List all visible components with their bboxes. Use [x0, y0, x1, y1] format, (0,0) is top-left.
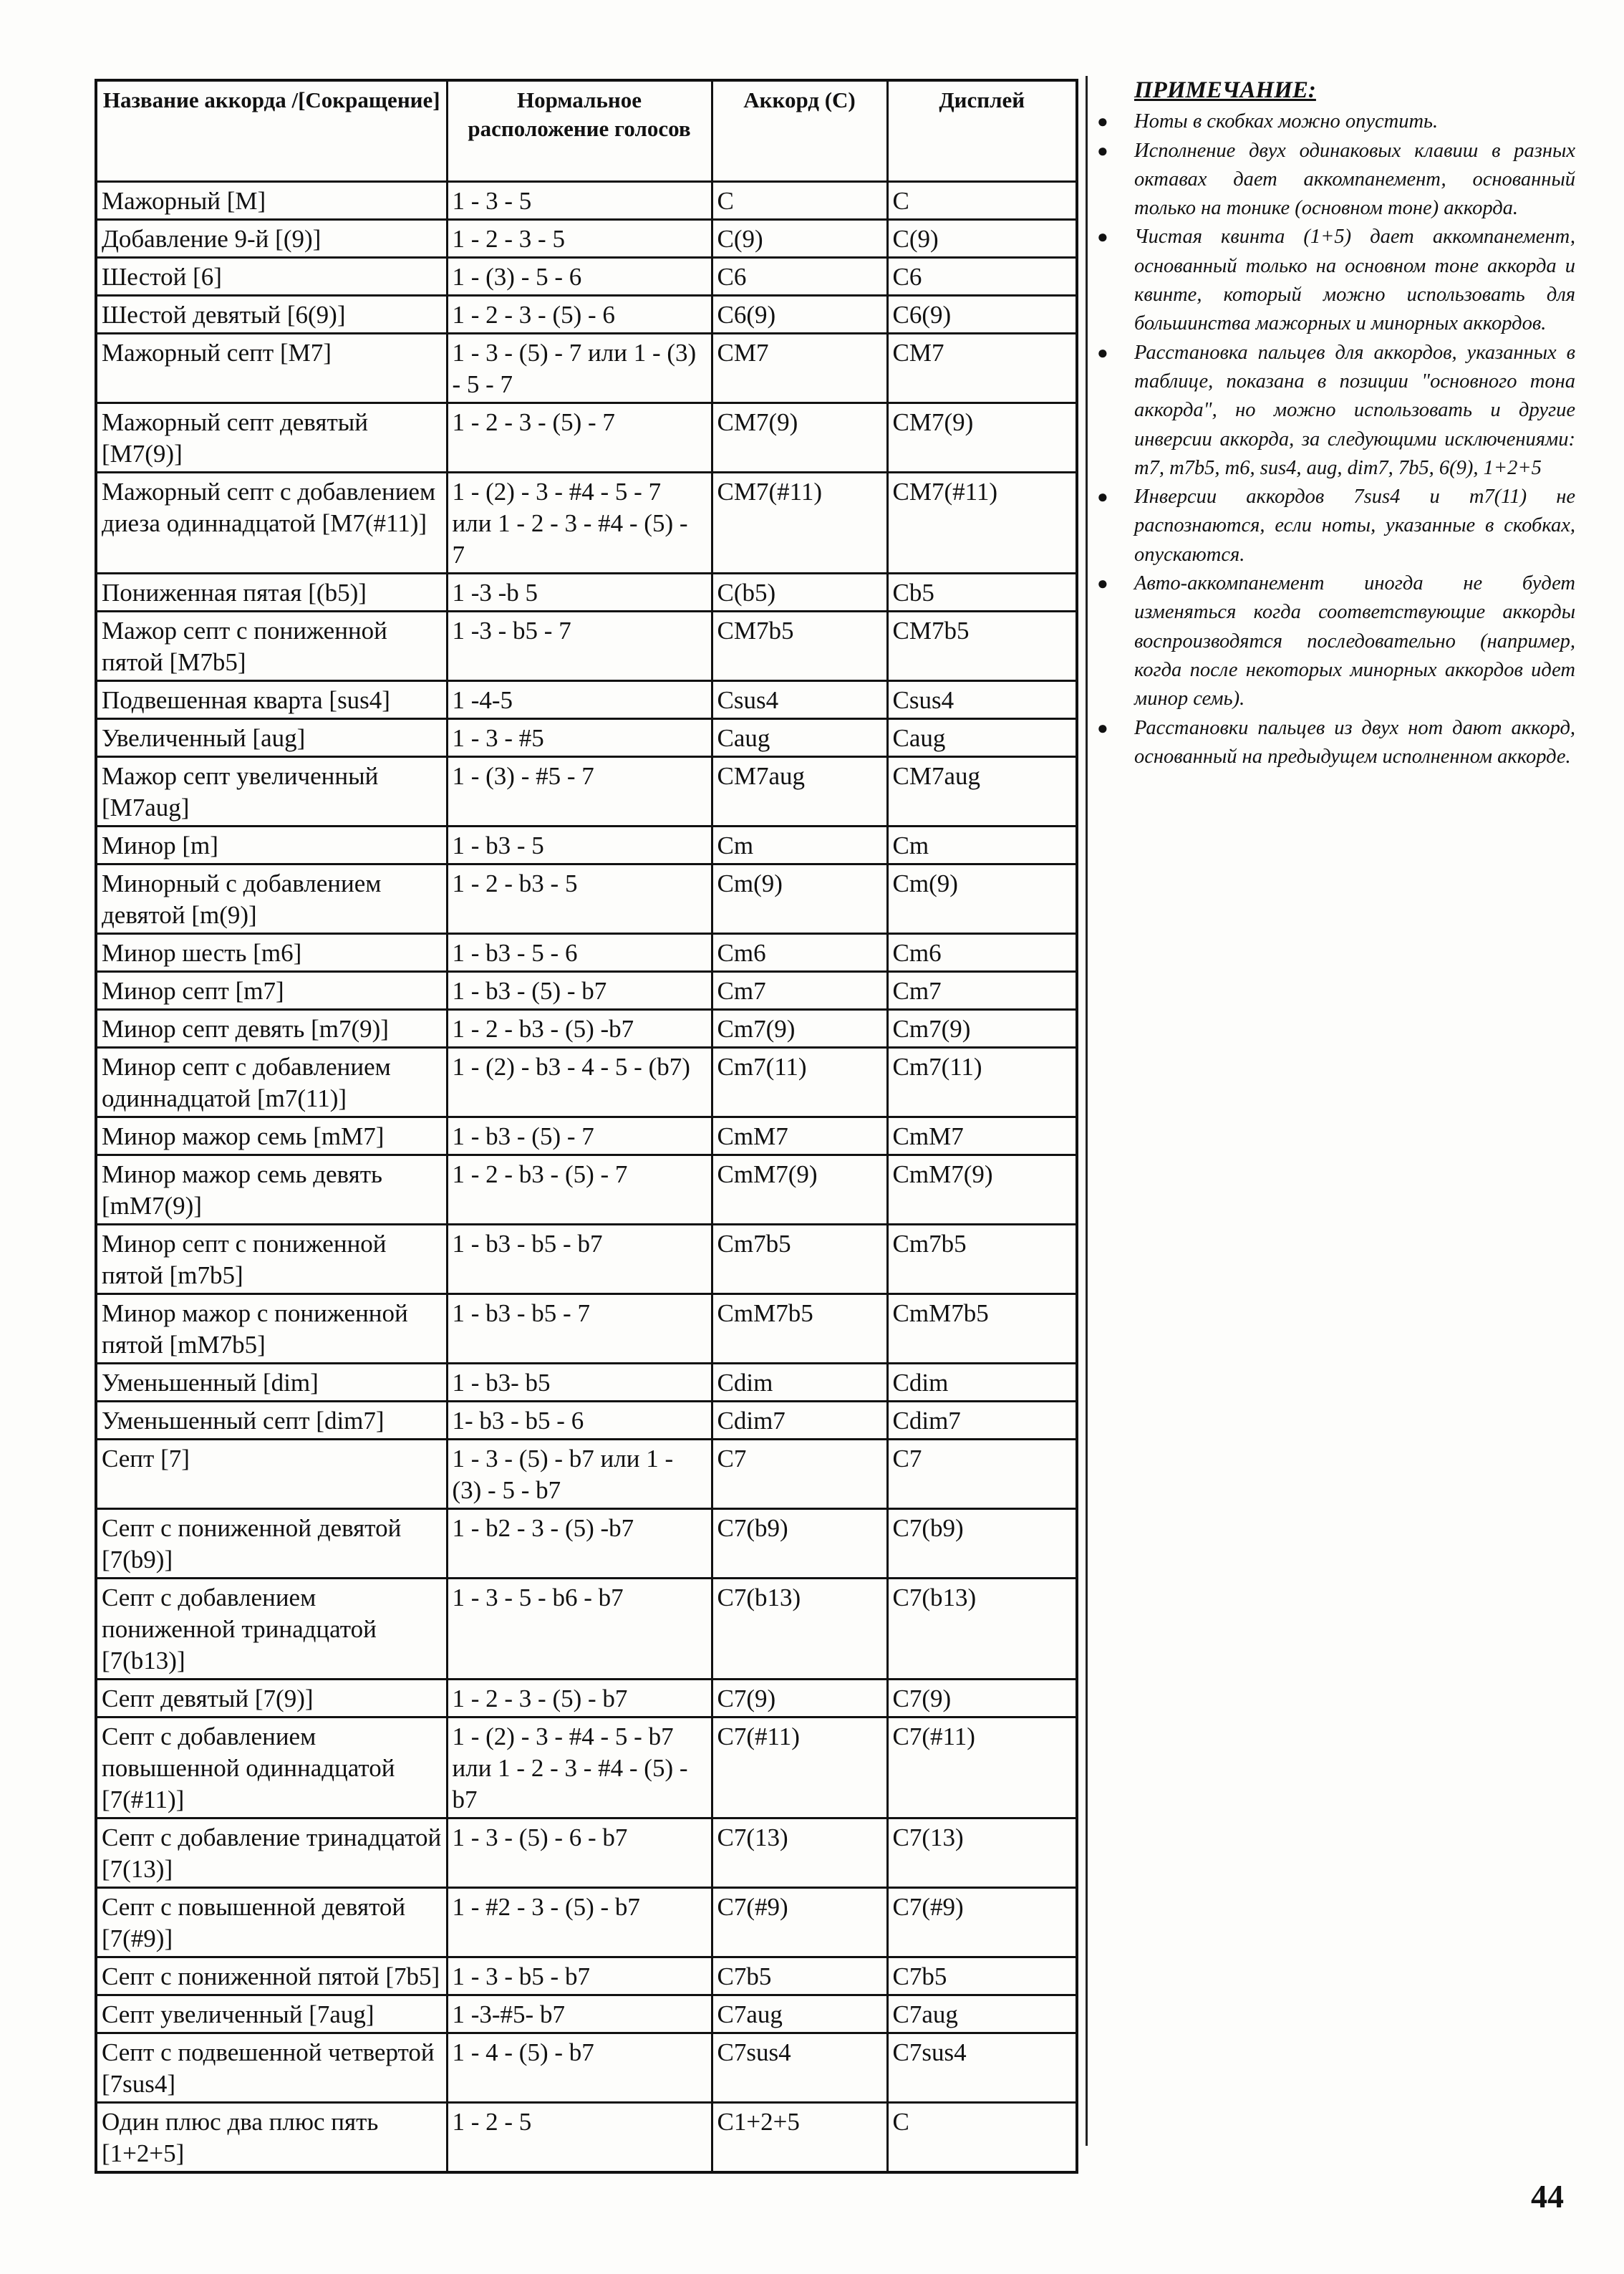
voicing-cell: 1 - 3 - (5) - 7 или 1 - (3) - 5 - 7 [447, 334, 712, 403]
table-row [96, 934, 1077, 972]
chord-name-cell: Септ с добавлением повышенной одиннадцатой [7(#11)] [96, 1717, 447, 1818]
chord-c-cell: CM7(9) [712, 403, 887, 473]
notes-panel [1088, 76, 1575, 771]
chord-name-cell: Септ с добавлением пониженной тринадцатой [7(b13)] [96, 1579, 447, 1680]
table-row [96, 296, 1077, 334]
note-text: Исполнение двух одинаковых клавиш в разных октавах дает аккомпанемент, основанный только на тонике (основном тоне) аккорда. [1134, 139, 1575, 220]
voicing-cell: 1 - 2 - 3 - 5 [447, 220, 712, 258]
display-cell: C7(b9) [887, 1509, 1077, 1579]
chord-name-cell: Минорный с добавлением девятой [m(9)] [96, 864, 447, 934]
note-item [1088, 137, 1575, 223]
chord-name-cell: Мажорный септ [M7] [96, 334, 447, 403]
display-cell: C [887, 2103, 1077, 2173]
chord-c-cell: C7(b9) [712, 1509, 887, 1579]
voicing-cell: 1 -3 -b 5 [447, 574, 712, 612]
display-cell: Cdim7 [887, 1402, 1077, 1440]
chord-name-cell: Минор [m] [96, 827, 447, 864]
table-row [96, 220, 1077, 258]
chord-c-cell: Csus4 [712, 681, 887, 719]
voicing-cell: 1 - (2) - b3 - 4 - 5 - (b7) [447, 1048, 712, 1117]
display-cell: C6(9) [887, 296, 1077, 334]
display-cell: Cm6 [887, 934, 1077, 972]
chord-name-cell: Минор септ с добавлением одиннадцатой [m7(11)] [96, 1048, 447, 1117]
table-row [96, 1364, 1077, 1402]
display-cell: C7 [887, 1440, 1077, 1509]
chord-c-cell: Cm(9) [712, 864, 887, 934]
table-row [96, 719, 1077, 757]
display-cell: C [887, 182, 1077, 220]
voicing-cell: 1 - 3 - #5 [447, 719, 712, 757]
chord-name-cell: Уменьшенный септ [dim7] [96, 1402, 447, 1440]
chord-name-cell: Мажорный септ девятый [M7(9)] [96, 403, 447, 473]
note-item [1088, 569, 1575, 713]
note-text: Расстановка пальцев для аккордов, указанных в таблице, показана в позиции "основного тона аккорда", но можно использовать и другие инверсии аккорда, за следующими исключениями: m7, m7b5, m6, sus4, aug, dim7, 7b5, 6(9), 1+2+5 [1134, 341, 1575, 479]
table-row [96, 827, 1077, 864]
voicing-cell: 1 - 3 - 5 [447, 182, 712, 220]
display-cell: Caug [887, 719, 1077, 757]
header-chord-name: Название аккорда /[Сокращение] [96, 80, 447, 182]
voicing-cell: 1 -3-#5- b7 [447, 1995, 712, 2033]
display-cell: C7(b13) [887, 1579, 1077, 1680]
note-text: Инверсии аккордов 7sus4 и m7(11) не распознаются, если ноты, указанные в скобках, опускаются. [1134, 486, 1575, 566]
voicing-cell: 1 - 2 - b3 - (5) -b7 [447, 1010, 712, 1048]
bullet-icon: ● [1097, 573, 1108, 594]
chord-c-cell: Cm7 [712, 972, 887, 1010]
chord-c-cell: C(b5) [712, 574, 887, 612]
note-item [1088, 223, 1575, 338]
chord-c-cell: CM7aug [712, 757, 887, 827]
chord-c-cell: CM7(#11) [712, 473, 887, 574]
header-voicing: Нормальное расположение голосов [447, 80, 712, 182]
display-cell: C7aug [887, 1995, 1077, 2033]
note-text: Расстановки пальцев из двух нот дают аккорд, основанный на предыдущем исполненном аккорде. [1134, 716, 1575, 768]
table-row [96, 1680, 1077, 1717]
chord-name-cell: Септ с повышенной девятой [7(#9)] [96, 1888, 447, 1957]
display-cell: C7(13) [887, 1818, 1077, 1888]
table-row [96, 473, 1077, 574]
voicing-cell: 1 - #2 - 3 - (5) - b7 [447, 1888, 712, 1957]
display-cell: C7b5 [887, 1957, 1077, 1995]
chord-c-cell: Cm [712, 827, 887, 864]
chord-c-cell: Cm7(9) [712, 1010, 887, 1048]
table-row [96, 1888, 1077, 1957]
notes-list [1088, 107, 1575, 771]
chord-c-cell: C7aug [712, 1995, 887, 2033]
display-cell: C7(#11) [887, 1717, 1077, 1818]
chord-name-cell: Минор шесть [m6] [96, 934, 447, 972]
chord-name-cell: Шестой девятый [6(9)] [96, 296, 447, 334]
chord-name-cell: Минор мажор с пониженной пятой [mM7b5] [96, 1294, 447, 1364]
header-chord-c: Аккорд (C) [712, 80, 887, 182]
chord-name-cell: Минор септ [m7] [96, 972, 447, 1010]
voicing-cell: 1 - (2) - 3 - #4 - 5 - 7 или 1 - 2 - 3 - #4 - (5) - 7 [447, 473, 712, 574]
voicing-cell: 1 - (3) - #5 - 7 [447, 757, 712, 827]
note-item [1088, 339, 1575, 483]
display-cell: CmM7b5 [887, 1294, 1077, 1364]
bullet-icon: ● [1097, 342, 1108, 363]
chord-c-cell: Caug [712, 719, 887, 757]
voicing-cell: 1 - b3 - (5) - 7 [447, 1117, 712, 1155]
voicing-cell: 1 -3 - b5 - 7 [447, 612, 712, 681]
display-cell: CmM7(9) [887, 1155, 1077, 1225]
display-cell: C7(#9) [887, 1888, 1077, 1957]
chord-name-cell: Септ с подвешенной четвертой [7sus4] [96, 2033, 447, 2103]
voicing-cell: 1 - (3) - 5 - 6 [447, 258, 712, 296]
display-cell: Cm7b5 [887, 1225, 1077, 1294]
chord-name-cell: Шестой [6] [96, 258, 447, 296]
table-row [96, 2103, 1077, 2173]
voicing-cell: 1 -4-5 [447, 681, 712, 719]
voicing-cell: 1 - 3 - b5 - b7 [447, 1957, 712, 1995]
table-row [96, 972, 1077, 1010]
bullet-icon: ● [1097, 486, 1108, 508]
note-text: Чистая квинта (1+5) дает аккомпанемент, основанный только на основном тоне аккорда и квинте, который можно использовать для большинства мажорных и минорных аккордов. [1134, 226, 1575, 335]
chord-name-cell: Минор мажор семь девять [mM7(9)] [96, 1155, 447, 1225]
page-number: 44 [1531, 2178, 1564, 2215]
table-row [96, 1294, 1077, 1364]
table-row [96, 1402, 1077, 1440]
chord-c-cell: C6(9) [712, 296, 887, 334]
chord-c-cell: C [712, 182, 887, 220]
chord-c-cell: C6 [712, 258, 887, 296]
header-row [96, 80, 1077, 182]
chord-name-cell: Мажор септ с пониженной пятой [M7b5] [96, 612, 447, 681]
chord-c-cell: C7(#9) [712, 1888, 887, 1957]
chord-name-cell: Один плюс два плюс пять [1+2+5] [96, 2103, 447, 2173]
table-row [96, 182, 1077, 220]
table-row [96, 258, 1077, 296]
chord-c-cell: CmM7 [712, 1117, 887, 1155]
chord-name-cell: Мажор септ увеличенный [M7aug] [96, 757, 447, 827]
table-row [96, 403, 1077, 473]
chord-name-cell: Мажорный [M] [96, 182, 447, 220]
table-body [96, 182, 1077, 2173]
chord-c-cell: C7sus4 [712, 2033, 887, 2103]
chord-c-cell: C7b5 [712, 1957, 887, 1995]
display-cell: CM7b5 [887, 612, 1077, 681]
table-row [96, 757, 1077, 827]
voicing-cell: 1 - b3 - b5 - 7 [447, 1294, 712, 1364]
table-row [96, 1957, 1077, 1995]
display-cell: C7sus4 [887, 2033, 1077, 2103]
table-row [96, 2033, 1077, 2103]
display-cell: Cm7(11) [887, 1048, 1077, 1117]
voicing-cell: 1 - 3 - (5) - b7 или 1 - (3) - 5 - b7 [447, 1440, 712, 1509]
voicing-cell: 1 - 2 - b3 - 5 [447, 864, 712, 934]
chord-c-cell: C7(b13) [712, 1579, 887, 1680]
chord-c-cell: C7 [712, 1440, 887, 1509]
voicing-cell: 1 - 2 - 3 - (5) - 7 [447, 403, 712, 473]
display-cell: Cb5 [887, 574, 1077, 612]
display-cell: Cm7 [887, 972, 1077, 1010]
voicing-cell: 1 - 2 - 3 - (5) - 6 [447, 296, 712, 334]
note-item [1088, 107, 1575, 136]
display-cell: Csus4 [887, 681, 1077, 719]
chord-name-cell: Минор мажор семь [mM7] [96, 1117, 447, 1155]
note-text: Авто-аккомпанемент иногда не будет изменяться когда соответствующие аккорды воспроизводятся последовательно (например, когда после некоторых минорных аккордов идет минор семь). [1134, 572, 1575, 710]
chord-table [95, 79, 1078, 2174]
note-item [1088, 483, 1575, 569]
chord-name-cell: Минор септ с пониженной пятой [m7b5] [96, 1225, 447, 1294]
voicing-cell: 1 - b3 - b5 - b7 [447, 1225, 712, 1294]
table-row [96, 1509, 1077, 1579]
column-divider [1086, 76, 1088, 2146]
voicing-cell: 1 - b3- b5 [447, 1364, 712, 1402]
chord-name-cell: Септ с пониженной пятой [7b5] [96, 1957, 447, 1995]
chord-name-cell: Уменьшенный [dim] [96, 1364, 447, 1402]
chord-c-cell: CmM7b5 [712, 1294, 887, 1364]
display-cell: Cm(9) [887, 864, 1077, 934]
chord-c-cell: Cm7(11) [712, 1048, 887, 1117]
voicing-cell: 1 - 3 - (5) - 6 - b7 [447, 1818, 712, 1888]
bullet-icon: ● [1097, 140, 1108, 161]
table-row [96, 681, 1077, 719]
display-cell: Cm [887, 827, 1077, 864]
display-cell: C6 [887, 258, 1077, 296]
chord-c-cell: Cm7b5 [712, 1225, 887, 1294]
table-header [96, 80, 1077, 182]
note-item [1088, 714, 1575, 772]
chord-name-cell: Подвешенная кварта [sus4] [96, 681, 447, 719]
voicing-cell: 1 - 2 - b3 - (5) - 7 [447, 1155, 712, 1225]
table-row [96, 1995, 1077, 2033]
chord-c-cell: CmM7(9) [712, 1155, 887, 1225]
chord-c-cell: Cdim [712, 1364, 887, 1402]
table-row [96, 1010, 1077, 1048]
display-cell: CmM7 [887, 1117, 1077, 1155]
display-cell: CM7aug [887, 757, 1077, 827]
chord-c-cell: CM7 [712, 334, 887, 403]
display-cell: CM7(#11) [887, 473, 1077, 574]
display-cell: CM7 [887, 334, 1077, 403]
table-row [96, 1579, 1077, 1680]
chord-c-cell: C7(9) [712, 1680, 887, 1717]
table-row [96, 1155, 1077, 1225]
voicing-cell: 1 - b3 - 5 - 6 [447, 934, 712, 972]
voicing-cell: 1 - 4 - (5) - b7 [447, 2033, 712, 2103]
chord-name-cell: Септ [7] [96, 1440, 447, 1509]
chord-c-cell: Cdim7 [712, 1402, 887, 1440]
table-row [96, 612, 1077, 681]
chord-name-cell: Пониженная пятая [(b5)] [96, 574, 447, 612]
table-row [96, 1717, 1077, 1818]
chord-name-cell: Добавление 9-й [(9)] [96, 220, 447, 258]
table-row [96, 334, 1077, 403]
voicing-cell: 1 - b2 - 3 - (5) -b7 [447, 1509, 712, 1579]
chord-c-cell: C(9) [712, 220, 887, 258]
table-row [96, 1440, 1077, 1509]
note-text: Ноты в скобках можно опустить. [1134, 110, 1439, 133]
notes-title: ПРИМЕЧАНИЕ: [1134, 77, 1316, 103]
table-row [96, 1818, 1077, 1888]
chord-c-cell: Cm6 [712, 934, 887, 972]
table-row [96, 1225, 1077, 1294]
bullet-icon: ● [1097, 111, 1108, 133]
chord-c-cell: C1+2+5 [712, 2103, 887, 2173]
chord-name-cell: Септ девятый [7(9)] [96, 1680, 447, 1717]
chord-name-cell: Мажорный септ с добавлением диеза одиннадцатой [M7(#11)] [96, 473, 447, 574]
voicing-cell: 1- b3 - b5 - 6 [447, 1402, 712, 1440]
display-cell: CM7(9) [887, 403, 1077, 473]
table-row [96, 1048, 1077, 1117]
display-cell: Cm7(9) [887, 1010, 1077, 1048]
header-display: Дисплей [887, 80, 1077, 182]
voicing-cell: 1 - 3 - 5 - b6 - b7 [447, 1579, 712, 1680]
display-cell: Cdim [887, 1364, 1077, 1402]
table-row [96, 574, 1077, 612]
voicing-cell: 1 - b3 - (5) - b7 [447, 972, 712, 1010]
chord-name-cell: Минор септ девять [m7(9)] [96, 1010, 447, 1048]
voicing-cell: 1 - (2) - 3 - #4 - 5 - b7 или 1 - 2 - 3 - #4 - (5) -b7 [447, 1717, 712, 1818]
chord-name-cell: Септ с пониженной девятой [7(b9)] [96, 1509, 447, 1579]
voicing-cell: 1 - 2 - 3 - (5) - b7 [447, 1680, 712, 1717]
chord-name-cell: Увеличенный [aug] [96, 719, 447, 757]
table-row [96, 1117, 1077, 1155]
display-cell: C7(9) [887, 1680, 1077, 1717]
chord-c-cell: CM7b5 [712, 612, 887, 681]
chord-c-cell: C7(#11) [712, 1717, 887, 1818]
voicing-cell: 1 - b3 - 5 [447, 827, 712, 864]
bullet-icon: ● [1097, 226, 1108, 248]
chord-name-cell: Септ с добавление тринадцатой [7(13)] [96, 1818, 447, 1888]
chord-c-cell: C7(13) [712, 1818, 887, 1888]
bullet-icon: ● [1097, 717, 1108, 738]
display-cell: C(9) [887, 220, 1077, 258]
table-row [96, 864, 1077, 934]
chord-name-cell: Септ увеличенный [7aug] [96, 1995, 447, 2033]
voicing-cell: 1 - 2 - 5 [447, 2103, 712, 2173]
